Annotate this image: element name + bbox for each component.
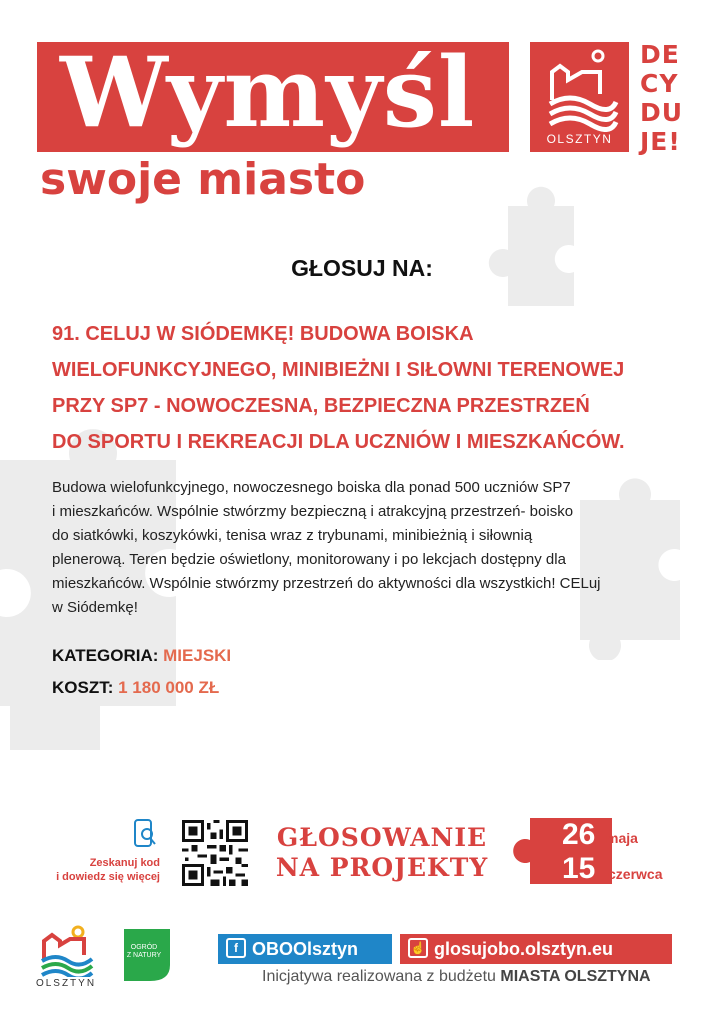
hand-click-icon: ☝ — [408, 938, 428, 958]
project-description — [52, 476, 682, 620]
category-row — [52, 646, 231, 666]
qr-code[interactable] — [182, 820, 248, 886]
cost-label: KOSZT: — [52, 678, 114, 697]
cost-row — [52, 678, 219, 698]
project-title — [52, 316, 692, 460]
website-label: glosujobo.olsztyn.eu — [434, 939, 613, 959]
decyduje-line: DE — [640, 40, 680, 69]
decyduje-line: JE! — [640, 127, 681, 156]
initiative-text: Inicjatywa realizowana z budżetu — [262, 968, 496, 985]
facebook-label: OBOOlsztyn — [252, 939, 359, 959]
decyduje-line: CY — [640, 69, 679, 98]
scan-caption-line: i dowiedz się więcej — [56, 871, 160, 883]
category-value: MIEJSKI — [163, 646, 232, 665]
date-from-day: 26 — [562, 818, 596, 851]
description-line: do siatkówki, koszykówki, tenisa wraz z trybunami, minibieżnią i siłownią — [52, 527, 533, 544]
description-line: plenerową. Teren będzie oświetlony, monitorowany i po lekcjach dostępny dla — [52, 551, 566, 568]
category-label: KATEGORIA: — [52, 646, 159, 665]
page-subtitle: swoje miasto — [40, 154, 366, 205]
voting-line: NA PROJEKTY — [275, 853, 489, 882]
initiative-note — [262, 968, 651, 986]
vote-heading: GŁOSUJ NA: — [291, 255, 433, 281]
website-link[interactable] — [400, 934, 672, 964]
facebook-icon: f — [226, 938, 246, 958]
date-to-day: 15 — [562, 852, 596, 885]
scan-caption — [40, 856, 160, 884]
description-line: Budowa wielofunkcyjnego, nowoczesnego boiska dla ponad 500 uczniów SP7 — [52, 479, 571, 496]
puzzle-piece-top-right — [478, 186, 588, 316]
description-line: w Siódemkę! — [52, 599, 138, 616]
decyduje-line: DU — [640, 98, 684, 127]
date-to-month: czerwca — [608, 866, 663, 882]
scan-caption-line: Zeskanuj kod — [89, 857, 160, 869]
olsztyn-castle-icon — [530, 42, 629, 132]
ogrod-line: Z NATURY — [126, 952, 162, 959]
project-title-line: 91. CELUJ W SIÓDEMKĘ! BUDOWA BOISKA — [52, 323, 474, 345]
initiative-city: MIASTA OLSZTYNA — [500, 968, 651, 985]
page-title: Wymyśl — [60, 36, 476, 149]
ogrod-line: OGRÓD — [130, 944, 158, 951]
phone-scan-icon — [132, 818, 158, 848]
logo-caption: OLSZTYN — [546, 132, 613, 146]
facebook-link[interactable] — [218, 934, 392, 964]
voting-announcement — [262, 823, 502, 883]
ogrod-caption — [120, 944, 168, 960]
description-line: mieszkańców. Wspólnie stwórzmy przestrzeń do aktywności dla wszystkich! CELuj — [52, 575, 601, 592]
cost-value: 1 180 000 ZŁ — [118, 678, 220, 697]
decyduje-slogan — [640, 40, 683, 156]
description-line: i mieszkańców. Wspólnie stwórzmy bezpieczną i atrakcyjną przestrzeń- boisko — [52, 503, 574, 520]
olsztyn-color-logo — [38, 925, 94, 977]
project-title-line: DO SPORTU I REKREACJI DLA UCZNIÓW I MIESZKAŃCÓW. — [52, 431, 625, 453]
date-from-month: maja — [606, 830, 638, 846]
project-title-line: PRZY SP7 - NOWOCZESNA, BEZPIECZNA PRZESTRZEŃ — [52, 395, 590, 417]
voting-line: GŁOSOWANIE — [276, 823, 488, 852]
olsztyn-caption: OLSZTYN — [35, 978, 97, 989]
project-title-line: WIELOFUNKCYJNEGO, MINIBIEŻNI I SIŁOWNI TERENOWEJ — [52, 359, 625, 381]
